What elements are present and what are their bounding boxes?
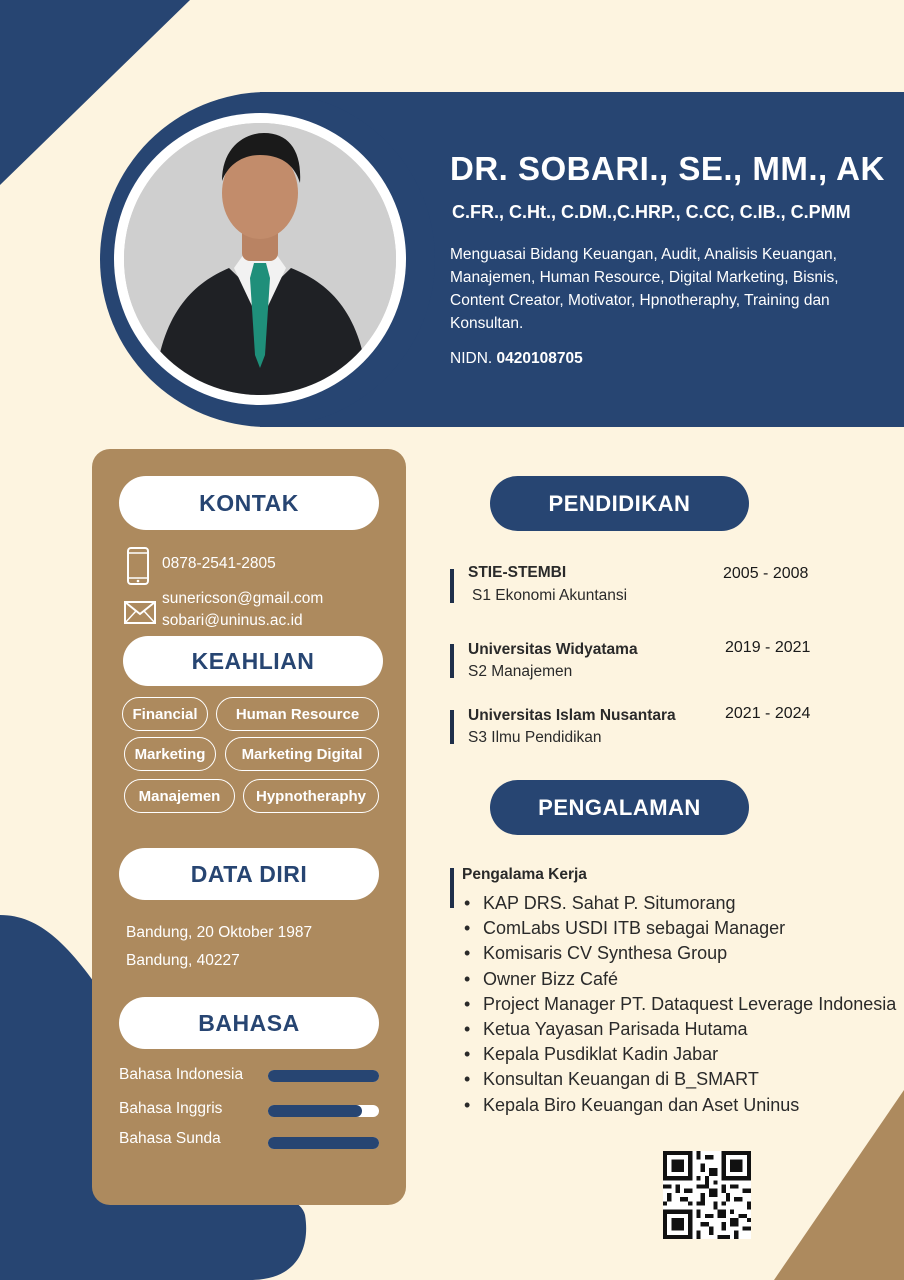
nidn-label: NIDN. <box>450 350 493 367</box>
experience-item: • Komisaris CV Synthesa Group <box>462 941 896 966</box>
kontak-email[interactable]: sunericson@gmail.com <box>162 590 324 607</box>
skill-tag: Hypnotheraphy <box>243 779 379 813</box>
language-name: Bahasa Sunda <box>119 1130 221 1147</box>
language-name: Bahasa Indonesia <box>119 1066 244 1083</box>
education-marker <box>450 569 454 603</box>
pendidikan-heading: PENDIDIKAN <box>490 476 749 531</box>
education-school: Universitas Widyatama <box>468 641 638 658</box>
mail-icon <box>124 601 156 624</box>
experience-item: • Kepala Biro Keuangan dan Aset Uninus <box>462 1093 896 1118</box>
experience-marker <box>450 868 454 908</box>
kontak-heading: KONTAK <box>119 476 379 530</box>
skill-tag: Marketing <box>124 737 216 771</box>
qr-code <box>663 1151 751 1239</box>
experience-item: • ComLabs USDI ITB sebagai Manager <box>462 916 896 941</box>
profile-photo <box>124 123 396 395</box>
education-marker <box>450 644 454 678</box>
profile-certifications: C.FR., C.Ht., C.DM.,C.HRP., C.CC, C.IB., C.PMM <box>452 202 851 222</box>
skill-tag: Financial <box>122 697 208 731</box>
experience-item: • Project Manager PT. Dataquest Leverage Indonesia <box>462 992 896 1017</box>
education-degree: S3 Ilmu Pendidikan <box>468 729 602 746</box>
nidn <box>450 350 583 368</box>
education-school: STIE-STEMBI <box>468 564 567 581</box>
experience-item: • Konsultan Keuangan di B_SMART <box>462 1067 896 1092</box>
experience-item: • KAP DRS. Sahat P. Situmorang <box>462 891 896 916</box>
language-name: Bahasa Inggris <box>119 1100 223 1117</box>
education-school: Universitas Islam Nusantara <box>468 707 676 724</box>
education-marker <box>450 710 454 744</box>
language-level-bar <box>268 1105 379 1117</box>
language-level-bar <box>268 1070 379 1082</box>
language-level-fill <box>268 1105 362 1117</box>
keahlian-heading: KEAHLIAN <box>123 636 383 686</box>
profile-name: DR. SOBARI., SE., MM., AK <box>450 150 885 187</box>
education-years: 2019 - 2021 <box>725 639 811 656</box>
language-level-fill <box>268 1070 379 1082</box>
profile-summary: Menguasai Bidang Keuangan, Audit, Analisis Keuangan, Manajemen, Human Resource, Digital Marketing, Bisnis, Content Creator, Motivator, Hpnotheraphy, Training dan Konsultan. <box>450 246 839 332</box>
data-diri-birth: Bandung, 20 Oktober 1987 <box>126 924 313 941</box>
experience-item: • Owner Bizz Café <box>462 967 896 992</box>
experience-item: • Ketua Yayasan Parisada Hutama <box>462 1017 896 1042</box>
experience-list <box>462 891 896 1118</box>
data-diri-address: Bandung, 40227 <box>126 952 240 969</box>
data-diri-heading: DATA DIRI <box>119 848 379 900</box>
skill-tag: Marketing Digital <box>225 737 379 771</box>
education-years: 2005 - 2008 <box>723 565 809 582</box>
education-years: 2021 - 2024 <box>725 705 811 722</box>
kontak-email[interactable]: sobari@uninus.ac.id <box>162 612 303 629</box>
experience-item: • Kepala Pusdiklat Kadin Jabar <box>462 1042 896 1067</box>
language-level-bar <box>268 1137 379 1149</box>
skill-tag: Human Resource <box>216 697 379 731</box>
skill-tag: Manajemen <box>124 779 235 813</box>
phone-icon <box>126 547 150 585</box>
decorative-triangle-bottom-right <box>774 1090 904 1280</box>
kontak-phone: 0878-2541-2805 <box>162 555 276 572</box>
nidn-value: 0420108705 <box>496 350 583 367</box>
bahasa-heading: BAHASA <box>119 997 379 1049</box>
experience-subtitle: Pengalama Kerja <box>462 866 587 883</box>
education-degree: S2 Manajemen <box>468 663 573 680</box>
language-level-fill <box>268 1137 379 1149</box>
kontak-emails <box>162 588 323 632</box>
pengalaman-heading: PENGALAMAN <box>490 780 749 835</box>
education-degree: S1 Ekonomi Akuntansi <box>472 587 628 604</box>
